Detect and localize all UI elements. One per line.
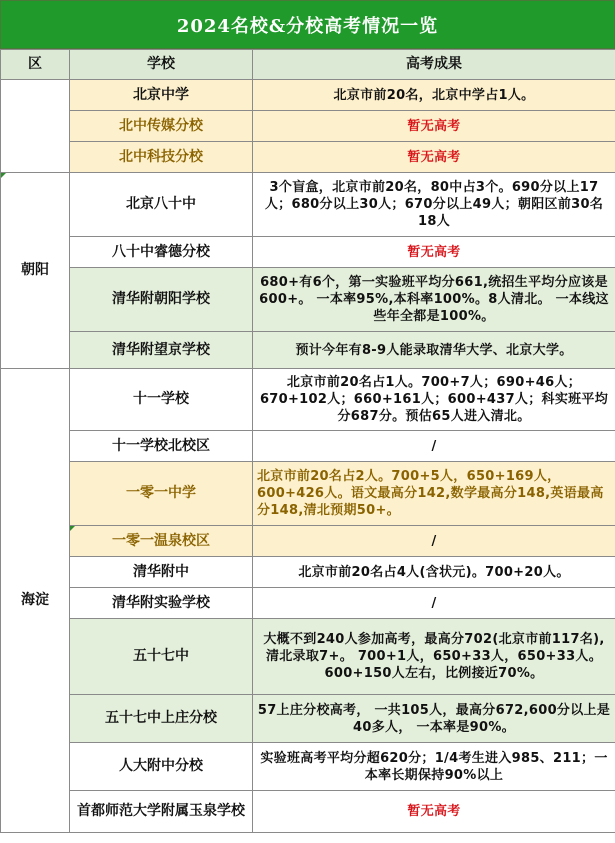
school-cell: 清华附中 [70,557,253,588]
school-cell: 北京八十中 [70,173,253,237]
school-cell: 人大附中分校 [70,743,253,791]
school-cell: 清华附朝阳学校 [70,268,253,332]
table-row [1,695,615,743]
result-cell: 北京市前20名，北京中学占1人。 [253,80,615,111]
table-row [1,791,615,833]
result-cell: 北京市前20名占2人。700+5人，650+169人，600+426人。语文最高分142,数学最高分148,英语最高分148,清北预期50+。 [253,462,615,526]
table-row [1,462,615,526]
table-row [1,369,615,431]
table-row [1,111,615,142]
results-table [0,49,615,833]
result-cell: 680+有6个，第一实验班平均分661,统招生平均分应该是600+。 一本率95%,本科率100%。8人清北。 一本线这些年全都是100%。 [253,268,615,332]
school-cell: 五十七中 [70,619,253,695]
result-cell: 实验班高考平均分超620分；1/4考生进入985、211；一本率长期保持90%以上 [253,743,615,791]
district-label: 海淀 [21,592,49,608]
school-cell: 清华附实验学校 [70,588,253,619]
school-cell: 十一学校 [70,369,253,431]
school-cell: 首都师范大学附属玉泉学校 [70,791,253,833]
result-cell: 57上庄分校高考， 一共105人，最高分672,600分以上是40多人， 一本率是90%。 [253,695,615,743]
district-label: 朝阳 [21,262,49,278]
school-label: 一零一温泉校区 [112,532,210,549]
header-result: 高考成果 [253,50,615,80]
result-cell: 北京市前20名占1人。700+7人；690+46人；670+102人；660+161人；600+437人；科实班平均分687分。预估65人进入清北。 [253,369,615,431]
result-cell: 暂无高考 [253,142,615,173]
page-title: 2024名校&分校高考情况一览 [0,0,615,49]
school-cell: 清华附望京学校 [70,332,253,369]
corner-marker-icon [70,526,75,531]
school-cell: 北京中学 [70,80,253,111]
table-row [1,268,615,332]
school-cell [70,526,253,557]
header-district: 区 [1,50,70,80]
school-cell: 北中传媒分校 [70,111,253,142]
result-cell: 暂无高考 [253,791,615,833]
district-haidian [1,369,70,833]
table-row [1,557,615,588]
corner-marker-icon [1,173,6,178]
district-cell-blank [1,80,70,173]
header-school: 学校 [70,50,253,80]
result-cell: 暂无高考 [253,111,615,142]
result-cell: / [253,526,615,557]
table-row [1,588,615,619]
result-cell: / [253,431,615,462]
table-row [1,526,615,557]
table-row [1,142,615,173]
result-cell: 预计今年有8-9人能录取清华大学、北京大学。 [253,332,615,369]
district-chaoyang [1,173,70,369]
school-cell: 八十中睿德分校 [70,237,253,268]
header-row [1,50,615,80]
school-cell: 北中科技分校 [70,142,253,173]
result-cell: 3个盲盒，北京市前20名，80中占3个。690分以上17人；680分以上30人；670分以上49人；朝阳区前30名18人 [253,173,615,237]
result-cell: 北京市前20名占4人(含状元)。700+20人。 [253,557,615,588]
table-row [1,332,615,369]
result-cell: / [253,588,615,619]
table-row [1,743,615,791]
table-row [1,173,615,237]
result-cell: 暂无高考 [253,237,615,268]
result-cell: 大概不到240人参加高考，最高分702(北京市前117名),清北录取7+。 700+1人，650+33人，650+33人。600+150人左右，比例接近70%。 [253,619,615,695]
school-cell: 一零一中学 [70,462,253,526]
table-row [1,431,615,462]
table-row [1,80,615,111]
school-cell: 五十七中上庄分校 [70,695,253,743]
table-row [1,237,615,268]
school-cell: 十一学校北校区 [70,431,253,462]
table-row [1,619,615,695]
